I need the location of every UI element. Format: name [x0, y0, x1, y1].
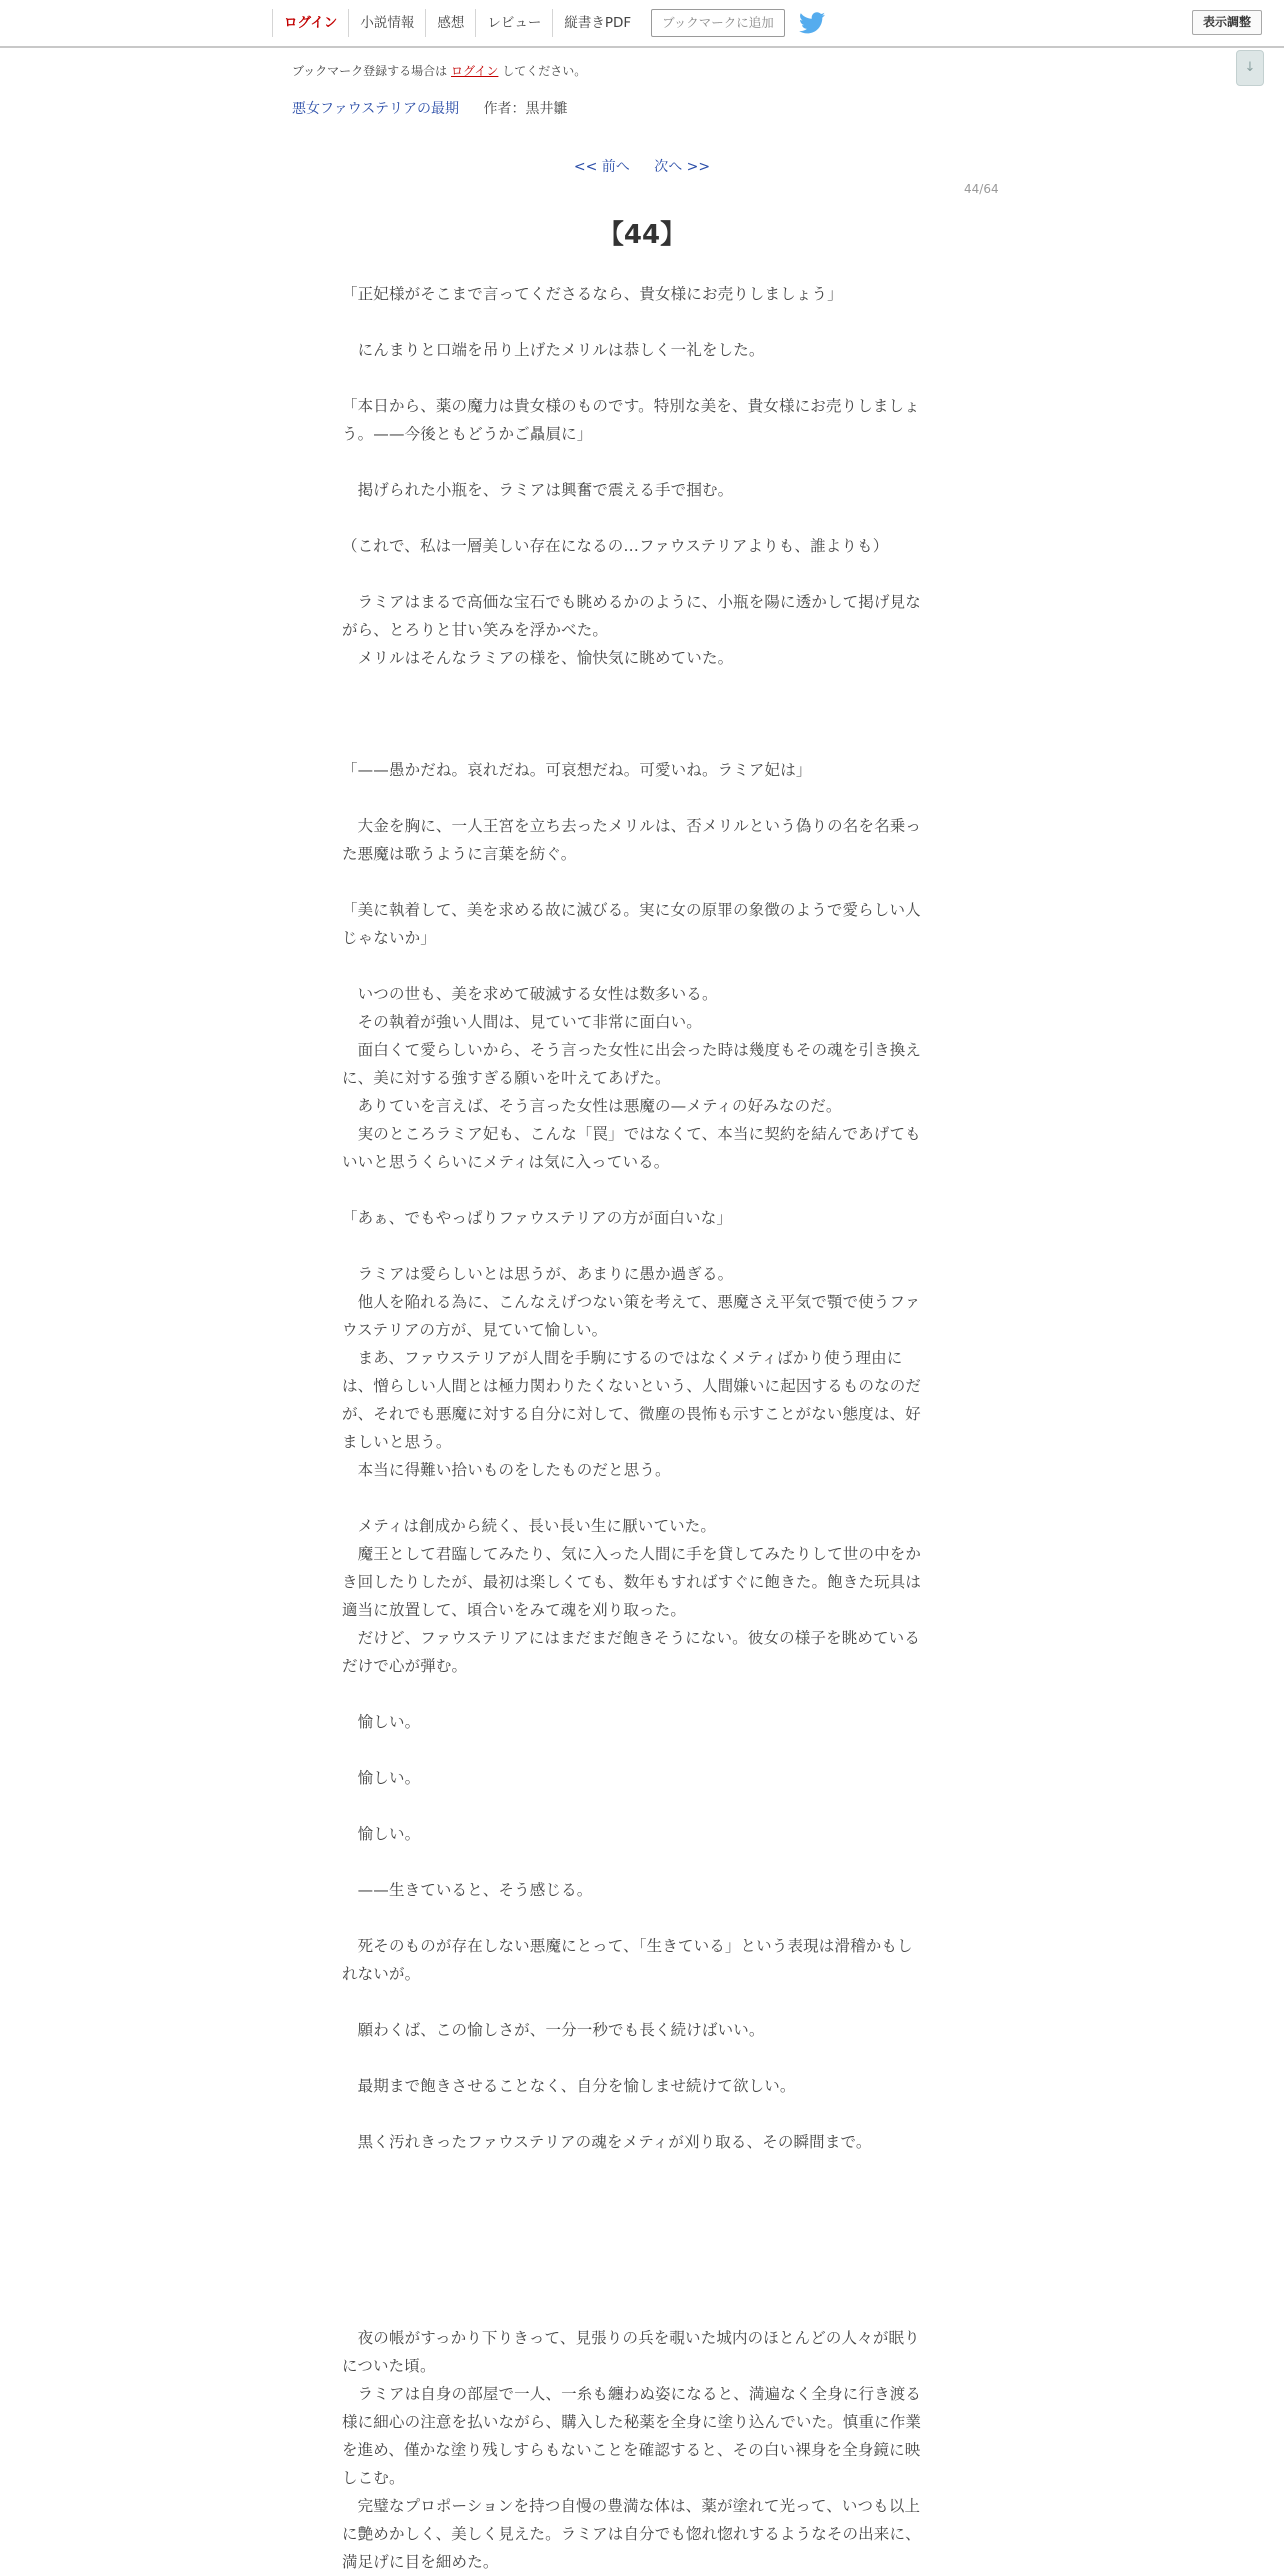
- text-line: にんまりと口端を吊り上げたメリルは恭しく一礼をした。: [342, 341, 765, 359]
- text-line: た悪魔は歌うように言葉を紡ぐ。: [342, 845, 577, 863]
- blank-line: [342, 700, 942, 728]
- blank-line: [342, 1484, 942, 1512]
- text-line: だけで心が弾む。: [342, 1657, 468, 1675]
- nav-menu: [272, 0, 825, 46]
- text-line: 「——愚かだね。哀れだね。可哀想だね。可愛いね。ラミア妃は」: [342, 761, 812, 779]
- text-line: 面白くて愛らしいから、そう言った女性に出会った時は幾度もその魂を引き換え: [342, 1041, 922, 1059]
- twitter-bird-icon: [799, 12, 825, 34]
- blank-line: [342, 1904, 942, 1932]
- next-chapter-link[interactable]: 次へ >>: [654, 159, 711, 175]
- bookmark-login-note: [292, 62, 586, 79]
- text-line: 大金を胸に、一人王宮を立ち去ったメリルは、否メリルという偽りの名を名乗っ: [342, 817, 922, 835]
- text-line: 愉しい。: [342, 1769, 421, 1787]
- text-line: 完璧なプロポーションを持つ自慢の豊満な体は、薬が塗れて光って、いつも以上: [342, 2497, 921, 2515]
- blank-line: [342, 2100, 942, 2128]
- text-line: れないが。: [342, 1965, 421, 1983]
- novel-body-text: [342, 280, 942, 2576]
- text-line: に、美に対する強すぎる願いを叶えてあげた。: [342, 1069, 671, 1087]
- text-line: がら、とろりと甘い笑みを浮かべた。: [342, 621, 609, 639]
- blank-line: [342, 1988, 942, 2016]
- blank-line: [342, 1680, 942, 1708]
- bookmark-note-suffix: してください。: [502, 64, 587, 78]
- text-line: メティは創成から続く、長い長い生に厭いていた。: [342, 1517, 717, 1535]
- text-line: ラミアは愛らしいとは思うが、あまりに愚か過ぎる。: [342, 1265, 734, 1283]
- blank-line: [342, 728, 942, 756]
- text-line: 夜の帳がすっかり下りきって、見張りの兵を覗いた城内のほとんどの人々が眠り: [342, 2329, 920, 2347]
- chapter-title: 【44】: [597, 220, 687, 250]
- blank-line: [342, 1736, 942, 1764]
- text-line: 本当に得難い拾いものをしたものだと思う。: [342, 1461, 671, 1479]
- blank-line: [342, 1176, 942, 1204]
- text-line: 魔王として君臨してみたり、気に入った人間に手を貸してみたりして世の中をか: [342, 1545, 922, 1563]
- chapter-pager: [0, 156, 1284, 176]
- text-line: 「あぁ、でもやっぱりファウステリアの方が面白いな」: [342, 1209, 733, 1227]
- text-line: 願わくば、この愉しさが、一分一秒でも長く続けばいい。: [342, 2021, 765, 2039]
- blank-line: [342, 672, 942, 700]
- add-bookmark-button[interactable]: ブックマークに追加: [651, 9, 785, 37]
- text-line: き回したりしたが、最初は楽しくても、数年もすればすぐに飽きた。飽きた玩具は: [342, 1573, 922, 1591]
- blank-line: [342, 448, 942, 476]
- blank-line: [342, 868, 942, 896]
- text-line: だけど、ファウステリアにはまだまだ飽きそうにない。彼女の様子を眺めている: [342, 1629, 920, 1647]
- text-line: メリルはそんなラミアの様を、愉快気に眺めていた。: [342, 649, 734, 667]
- text-line: （これで、私は一層美しい存在になるの…ファウステリアよりも、誰よりも）: [342, 537, 889, 555]
- bookmark-note-login-link[interactable]: ログイン: [451, 64, 499, 78]
- blank-line: [342, 1848, 942, 1876]
- blank-line: [342, 1232, 942, 1260]
- blank-line: [342, 952, 942, 980]
- blank-line: [342, 2184, 942, 2212]
- text-line: 死そのものが存在しない悪魔にとって、「生きている」という表現は滑稽かもし: [342, 1937, 913, 1955]
- text-line: ラミアはまるで高価な宝石でも眺めるかのように、小瓶を陽に透かして掲げ見な: [342, 593, 921, 611]
- blank-line: [342, 2296, 942, 2324]
- text-line: 様に細心の注意を払いながら、購入した秘薬を全身に塗り込んでいた。慎重に作業: [342, 2413, 922, 2431]
- text-line: しこむ。: [342, 2469, 405, 2487]
- work-info: [292, 98, 567, 118]
- nav-vertical-pdf[interactable]: 縦書きPDF: [552, 9, 642, 37]
- text-line: 実のところラミア妃も、こんな「罠」ではなくて、本当に契約を結んであげても: [342, 1125, 921, 1143]
- text-line: ありていを言えば、そう言った女性は悪魔の—メティの好みなのだ。: [342, 1097, 842, 1115]
- author-name: 作者：黒井雛: [483, 101, 568, 117]
- text-line: についた頃。: [342, 2357, 436, 2375]
- twitter-icon[interactable]: [799, 12, 825, 34]
- scroll-down-tab[interactable]: ↓: [1236, 50, 1264, 86]
- blank-line: [342, 2044, 942, 2072]
- page-count: 44/64: [964, 182, 999, 196]
- blank-line: [342, 308, 942, 336]
- text-line: 愉しい。: [342, 1825, 421, 1843]
- text-line: 黒く汚れきったファウステリアの魂をメティが刈り取る、その瞬間まで。: [342, 2133, 872, 2151]
- nav-novel-info[interactable]: 小説情報: [348, 9, 425, 37]
- nav-impressions[interactable]: 感想: [425, 9, 475, 37]
- text-line: 「美に執着して、美を求める故に滅びる。実に女の原罪の象徴のようで愛らしい人: [342, 901, 921, 919]
- text-line: ——生きていると、そう感じる。: [342, 1881, 593, 1899]
- text-line: 「正妃様がそこまで言ってくださるなら、貴女様にお売りしましょう」: [342, 285, 843, 303]
- text-line: が、それでも悪魔に対する自分に対して、微塵の畏怖も示すことがない態度は、好: [342, 1405, 921, 1423]
- blank-line: [342, 1792, 942, 1820]
- blank-line: [342, 2268, 942, 2296]
- text-line: ウステリアの方が、見ていて愉しい。: [342, 1321, 608, 1339]
- text-line: まあ、ファウステリアが人間を手駒にするのではなくメティばかり使う理由に: [342, 1349, 903, 1367]
- text-line: に艶めかしく、美しく見えた。ラミアは自分でも惚れ惚れするようなその出来に、: [342, 2525, 921, 2543]
- text-line: 適当に放置して、頃合いをみて魂を刈り取った。: [342, 1601, 686, 1619]
- text-line: 掲げられた小瓶を、ラミアは興奮で震える手で掴む。: [342, 481, 734, 499]
- text-line: 満足げに目を細めた。: [342, 2553, 499, 2571]
- bookmark-note-prefix: ブックマーク登録する場合は: [292, 64, 448, 78]
- display-settings-button[interactable]: 表示調整: [1192, 10, 1262, 35]
- text-line: じゃないか」: [342, 929, 436, 947]
- prev-chapter-link[interactable]: << 前へ: [573, 159, 630, 175]
- blank-line: [342, 364, 942, 392]
- blank-line: [342, 2240, 942, 2268]
- blank-line: [342, 560, 942, 588]
- text-line: 愉しい。: [342, 1713, 421, 1731]
- text-line: 他人を陥れる為に、こんなえげつない策を考えて、悪魔さえ平気で顎で使うファ: [342, 1293, 921, 1311]
- work-title-link[interactable]: 悪女ファウステリアの最期: [292, 101, 460, 117]
- nav-review[interactable]: レビュー: [475, 9, 552, 37]
- text-line: その執着が強い人間は、見ていて非常に面白い。: [342, 1013, 702, 1031]
- blank-line: [342, 784, 942, 812]
- blank-line: [342, 2156, 942, 2184]
- text-line: 「本日から、薬の魔力は貴女様のものです。特別な美を、貴女様にお売りしましょ: [342, 397, 920, 415]
- text-line: ましいと思う。: [342, 1433, 452, 1451]
- text-line: う。——今後ともどうかご贔屓に」: [342, 425, 593, 443]
- blank-line: [342, 2212, 942, 2240]
- nav-login[interactable]: ログイン: [272, 9, 348, 37]
- text-line: 最期まで飽きさせることなく、自分を愉しませ続けて欲しい。: [342, 2077, 796, 2095]
- top-nav-bar: [0, 0, 1284, 48]
- text-line: ラミアは自身の部屋で一人、一糸も纏わぬ姿になると、満遍なく全身に行き渡る: [342, 2385, 922, 2403]
- text-line: いつの世も、美を求めて破滅する女性は数多いる。: [342, 985, 718, 1003]
- text-line: は、憎らしい人間とは極力関わりたくないという、人間嫌いに起因するものなのだ: [342, 1377, 922, 1395]
- text-line: いいと思うくらいにメティは気に入っている。: [342, 1153, 670, 1171]
- text-line: を進め、僅かな塗り残しすらもないことを確認すると、その白い裸身を全身鏡に映: [342, 2441, 921, 2459]
- blank-line: [342, 504, 942, 532]
